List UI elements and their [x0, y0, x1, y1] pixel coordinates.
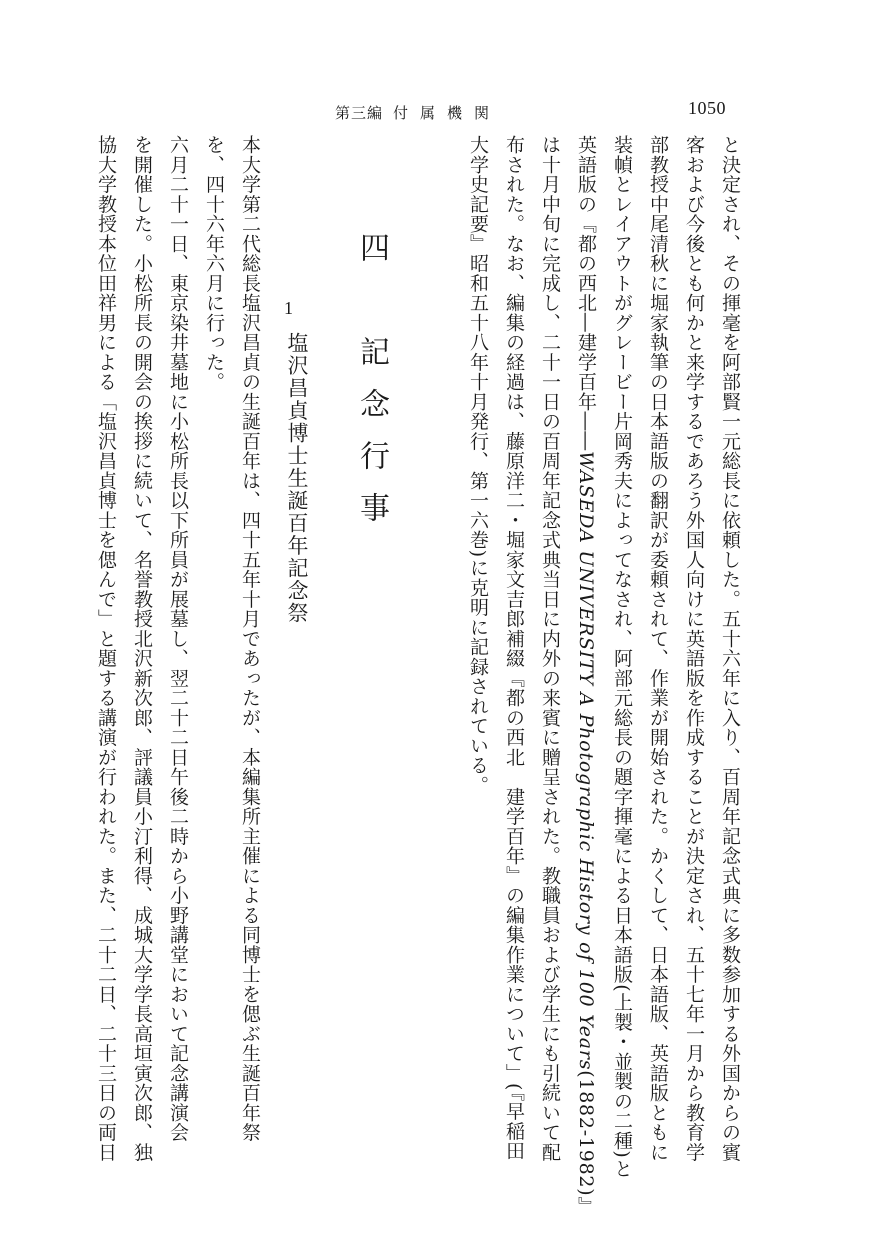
- section-title: 塩沢昌貞博士生誕百年記念祭: [285, 332, 309, 625]
- page-number: 1050: [688, 98, 726, 118]
- text-line: 六月二十一日、東京染井墓地に小松所長以下所員が展墓し、翌二十二日午後二時から小野講堂において記念講演会: [167, 135, 189, 1143]
- text-line: を開催した。小松所長の開会の挨拶に続いて、名誉教授北沢新次郎、評議員小汀利得、成城大学学長高垣寅次郎、独: [131, 135, 153, 1162]
- text-line: 客および今後とも何かと来学するであろう外国人向けに英語版を作成することが決定され、五十七年一月から教育学: [683, 135, 705, 1162]
- text-line-part: (1882-1982)』: [575, 1070, 597, 1217]
- text-line: 装幀とレイアウトがグレービー片岡秀夫によってなされ、阿部元総長の題字揮毫による日本語版(上製・並製の二種)と: [611, 135, 633, 1179]
- text-line-part: 英語版の『都の西北―建学百年――: [575, 135, 597, 451]
- text-line: 協大学教授本位田祥男による「塩沢昌貞博士を偲んで」と題する講演が行われた。また、二十二日、二十三日の両日: [95, 135, 117, 1162]
- running-header-title: 付属機関: [393, 104, 502, 122]
- text-line: と決定され、その揮毫を阿部賢一元総長に依頼した。五十六年に入り、百周年記念式典に多数参加する外国からの賓: [719, 135, 741, 1162]
- text-line: 本大学第二代総長塩沢昌貞の生誕百年は、四十五年十月であったが、本編集所主催による同博士を偲ぶ生誕百年祭: [239, 135, 261, 1143]
- chapter-heading: 四 記念行事: [354, 232, 389, 544]
- text-line: [576, 135, 595, 1216]
- text-line: 布された。なお、編集の経過は、藤原洋二・堀家文吉郎補綴『都の西北 建学百年』の編集作業について」(『早稲田: [503, 135, 525, 1161]
- section-number: 1: [284, 298, 293, 318]
- text-line: 大学史記要』昭和五十八年十月発行、第一六巻)に克明に記録されている。: [467, 135, 489, 795]
- english-title: WASEDA UNIVERSITY A Photographic History of 100 Years: [575, 451, 597, 1071]
- text-line: を、四十六年六月に行った。: [203, 135, 225, 392]
- running-header-section: 第三編: [335, 104, 384, 122]
- text-line: は十月中旬に完成し、二十一日の百周年記念式典当日に内外の来賓に贈呈された。教職員および学生にも引続いて配: [539, 135, 561, 1162]
- text-line: 部教授中尾清秋に堀家執筆の日本語版の翻訳が委頼されて、作業が開始された。かくして、日本語版、英語版ともに: [647, 135, 669, 1162]
